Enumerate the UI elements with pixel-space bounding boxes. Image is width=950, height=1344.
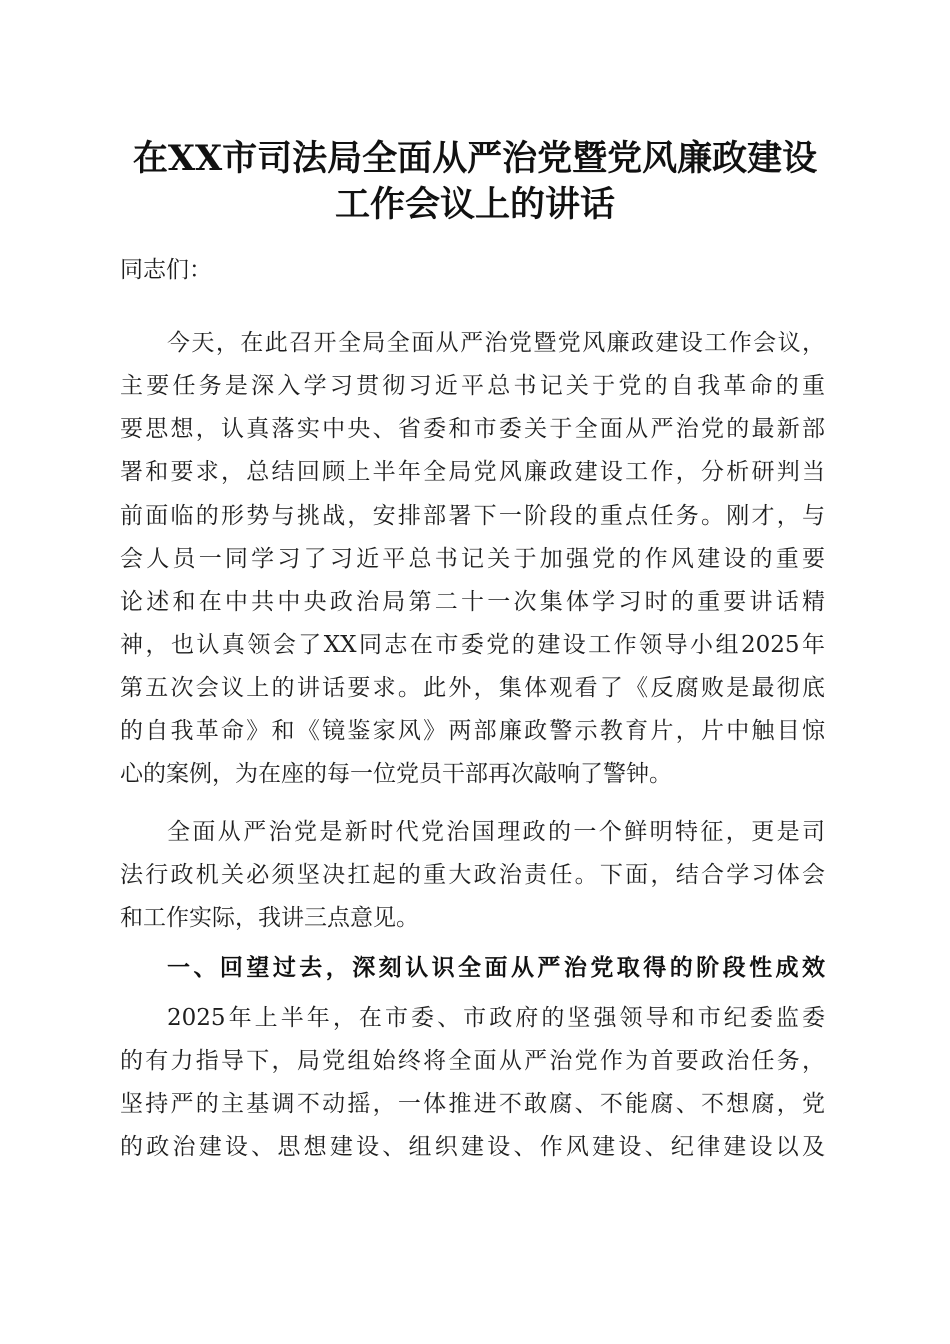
section-heading-1: 一、回望过去，深刻认识全面从严治党取得的阶段性成效 <box>167 955 825 981</box>
paragraph-1-line: 的自我革命》和《镜鉴家风》两部廉政警示教育片，片中触目惊 <box>120 718 825 744</box>
document-title-line-2: 工作会议上的讲话 <box>334 184 615 225</box>
paragraph-3-line: 2025年上半年，在市委、市政府的坚强领导和市纪委监委 <box>167 1005 825 1031</box>
paragraph-1-line: 会人员一同学习了习近平总书记关于加强党的作风建设的重要 <box>120 546 825 572</box>
paragraph-3-line: 的有力指导下，局党组始终将全面从严治党作为首要政治任务， <box>120 1048 825 1074</box>
document-title-line-1: 在XX市司法局全面从严治党暨党风廉政建设 <box>132 138 818 179</box>
paragraph-3-line: 坚持严的主基调不动摇，一体推进不敢腐、不能腐、不想腐，党 <box>120 1091 825 1117</box>
paragraph-1-line: 今天，在此召开全局全面从严治党暨党风廉政建设工作会议， <box>167 330 825 356</box>
paragraph-3-line: 的政治建设、思想建设、组织建设、作风建设、纪律建设以及 <box>120 1134 825 1160</box>
paragraph-1-line: 论述和在中共中央政治局第二十一次集体学习时的重要讲话精 <box>120 589 825 615</box>
paragraph-1-line: 要思想，认真落实中央、省委和市委关于全面从严治党的最新部 <box>120 416 825 442</box>
paragraph-2-line: 和工作实际，我讲三点意见。 <box>120 905 419 931</box>
paragraph-1-line: 神，也认真领会了XX同志在市委党的建设工作领导小组2025年 <box>120 632 825 658</box>
paragraph-1-line: 心的案例，为在座的每一位党员干部再次敲响了警钟。 <box>120 761 672 787</box>
paragraph-1-line: 前面临的形势与挑战，安排部署下一阶段的重点任务。刚才，与 <box>120 503 825 529</box>
paragraph-1-line: 署和要求，总结回顾上半年全局党风廉政建设工作，分析研判当 <box>120 459 825 485</box>
paragraph-2-line: 法行政机关必须坚决扛起的重大政治责任。下面，结合学习体会 <box>120 862 825 888</box>
paragraph-1-line: 第五次会议上的讲话要求。此外，集体观看了《反腐败是最彻底 <box>120 675 825 701</box>
paragraph-1-line: 主要任务是深入学习贯彻习近平总书记关于党的自我革命的重 <box>120 373 825 399</box>
paragraph-2-line: 全面从严治党是新时代党治国理政的一个鲜明特征，更是司 <box>167 819 825 845</box>
salutation: 同志们： <box>120 257 212 283</box>
